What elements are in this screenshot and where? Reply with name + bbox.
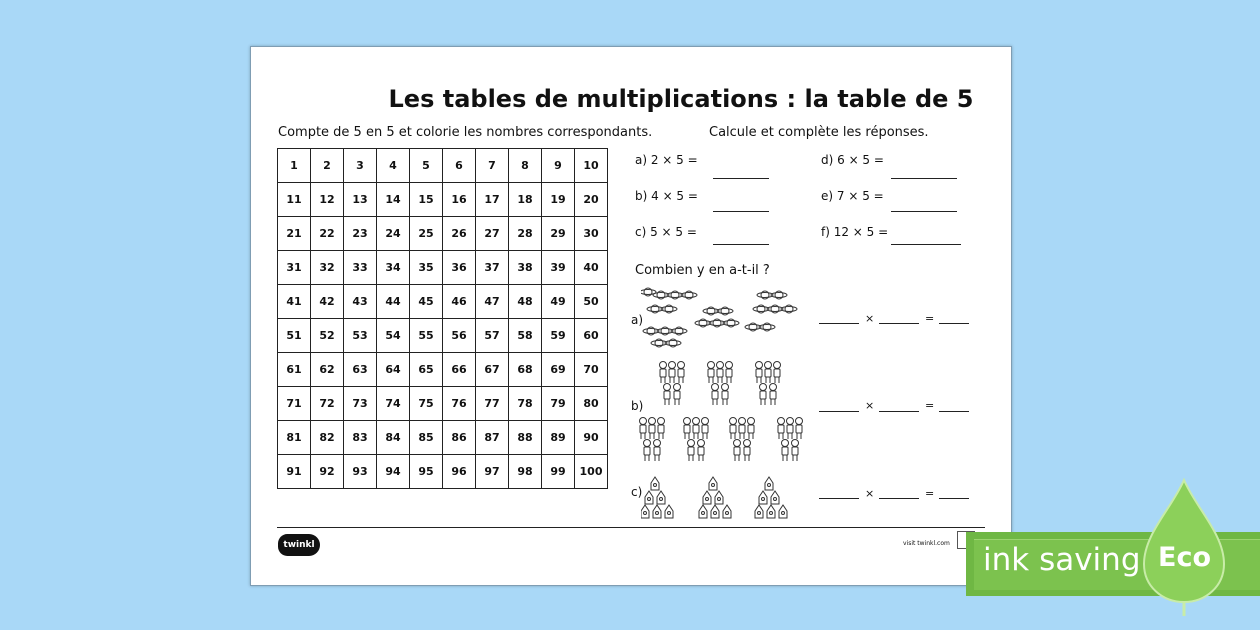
question-f: f) 12 × 5 = xyxy=(821,225,889,239)
grid-cell[interactable]: 49 xyxy=(542,285,575,319)
grid-cell[interactable]: 28 xyxy=(509,217,542,251)
grid-row xyxy=(278,421,608,455)
grid-cell[interactable]: 91 xyxy=(278,455,311,489)
grid-cell[interactable]: 77 xyxy=(476,387,509,421)
grid-cell[interactable]: 79 xyxy=(542,387,575,421)
blank-b-1[interactable] xyxy=(819,411,859,412)
grid-cell[interactable]: 82 xyxy=(311,421,344,455)
grid-cell[interactable]: 53 xyxy=(344,319,377,353)
grid-cell[interactable]: 78 xyxy=(509,387,542,421)
answer-line-c[interactable] xyxy=(713,244,769,245)
grid-cell[interactable]: 39 xyxy=(542,251,575,285)
answer-line-f[interactable] xyxy=(891,244,961,245)
grid-cell[interactable]: 20 xyxy=(575,183,608,217)
grid-cell[interactable]: 48 xyxy=(509,285,542,319)
grid-cell[interactable]: 60 xyxy=(575,319,608,353)
grid-cell[interactable]: 81 xyxy=(278,421,311,455)
grid-cell[interactable]: 93 xyxy=(344,455,377,489)
grid-cell[interactable]: 65 xyxy=(410,353,443,387)
worksheet-page xyxy=(250,46,1012,586)
equals-sign: = xyxy=(925,312,935,325)
grid-cell[interactable]: 95 xyxy=(410,455,443,489)
grid-cell[interactable]: 87 xyxy=(476,421,509,455)
grid-cell[interactable]: 33 xyxy=(344,251,377,285)
grid-cell[interactable]: 73 xyxy=(344,387,377,421)
planets-group-icon xyxy=(641,287,811,357)
grid-cell[interactable]: 66 xyxy=(443,353,476,387)
grid-cell[interactable]: 6 xyxy=(443,149,476,183)
grid-cell[interactable]: 88 xyxy=(509,421,542,455)
grid-cell[interactable]: 3 xyxy=(344,149,377,183)
grid-cell[interactable]: 56 xyxy=(443,319,476,353)
grid-cell[interactable]: 5 xyxy=(410,149,443,183)
grid-cell[interactable]: 80 xyxy=(575,387,608,421)
picture-label-c: c) xyxy=(631,485,643,499)
ink-saving-label: ink saving xyxy=(983,542,1141,578)
grid-cell[interactable]: 36 xyxy=(443,251,476,285)
grid-cell[interactable]: 98 xyxy=(509,455,542,489)
grid-cell[interactable]: 13 xyxy=(344,183,377,217)
grid-cell[interactable]: 41 xyxy=(278,285,311,319)
grid-row xyxy=(278,251,608,285)
grid-cell[interactable]: 59 xyxy=(542,319,575,353)
astronauts-group-icon xyxy=(637,359,827,465)
grid-cell[interactable]: 75 xyxy=(410,387,443,421)
grid-cell[interactable]: 12 xyxy=(311,183,344,217)
blank-a-1[interactable] xyxy=(819,323,859,324)
equals-sign: = xyxy=(925,487,935,500)
blank-c-1[interactable] xyxy=(819,498,859,499)
grid-cell[interactable]: 76 xyxy=(443,387,476,421)
grid-cell[interactable]: 55 xyxy=(410,319,443,353)
grid-cell[interactable]: 85 xyxy=(410,421,443,455)
grid-row xyxy=(278,319,608,353)
grid-row xyxy=(278,455,608,489)
grid-cell[interactable]: 17 xyxy=(476,183,509,217)
grid-cell[interactable]: 90 xyxy=(575,421,608,455)
blank-a-3[interactable] xyxy=(939,323,969,324)
grid-cell[interactable]: 96 xyxy=(443,455,476,489)
grid-cell[interactable]: 21 xyxy=(278,217,311,251)
grid-cell[interactable]: 45 xyxy=(410,285,443,319)
grid-cell[interactable]: 35 xyxy=(410,251,443,285)
grid-cell[interactable]: 86 xyxy=(443,421,476,455)
grid-cell[interactable]: 25 xyxy=(410,217,443,251)
grid-cell[interactable]: 23 xyxy=(344,217,377,251)
grid-cell[interactable]: 16 xyxy=(443,183,476,217)
grid-cell[interactable]: 97 xyxy=(476,455,509,489)
grid-row xyxy=(278,217,608,251)
picture-label-b: b) xyxy=(631,399,644,413)
visit-link-text: visit twinkl.com xyxy=(903,540,950,547)
grid-cell[interactable]: 74 xyxy=(377,387,410,421)
grid-cell[interactable]: 71 xyxy=(278,387,311,421)
grid-cell[interactable]: 4 xyxy=(377,149,410,183)
grid-cell[interactable]: 26 xyxy=(443,217,476,251)
grid-cell[interactable]: 32 xyxy=(311,251,344,285)
grid-cell[interactable]: 24 xyxy=(377,217,410,251)
grid-cell[interactable]: 72 xyxy=(311,387,344,421)
grid-cell[interactable]: 100 xyxy=(575,455,608,489)
grid-cell[interactable]: 52 xyxy=(311,319,344,353)
answer-line-d[interactable] xyxy=(891,178,957,179)
grid-cell[interactable]: 67 xyxy=(476,353,509,387)
grid-cell[interactable]: 10 xyxy=(575,149,608,183)
grid-cell[interactable]: 7 xyxy=(476,149,509,183)
grid-cell[interactable]: 22 xyxy=(311,217,344,251)
grid-cell[interactable]: 8 xyxy=(509,149,542,183)
grid-cell[interactable]: 63 xyxy=(344,353,377,387)
grid-cell[interactable]: 11 xyxy=(278,183,311,217)
combien-heading: Combien y en a-t-il ? xyxy=(635,263,770,278)
grid-cell[interactable]: 69 xyxy=(542,353,575,387)
times-sign: × xyxy=(865,399,875,412)
grid-cell[interactable]: 68 xyxy=(509,353,542,387)
blank-a-2[interactable] xyxy=(879,323,919,324)
grid-row xyxy=(278,353,608,387)
grid-cell[interactable]: 84 xyxy=(377,421,410,455)
grid-cell[interactable]: 47 xyxy=(476,285,509,319)
picture-label-a: a) xyxy=(631,313,644,327)
grid-cell[interactable]: 30 xyxy=(575,217,608,251)
grid-cell[interactable]: 44 xyxy=(377,285,410,319)
hundred-grid xyxy=(277,148,608,489)
question-e: e) 7 × 5 = xyxy=(821,189,884,203)
grid-cell[interactable]: 29 xyxy=(542,217,575,251)
answer-line-e[interactable] xyxy=(891,211,957,212)
grid-cell[interactable]: 14 xyxy=(377,183,410,217)
question-d: d) 6 × 5 = xyxy=(821,153,884,167)
grid-cell[interactable]: 92 xyxy=(311,455,344,489)
grid-cell[interactable]: 27 xyxy=(476,217,509,251)
footer-divider xyxy=(277,527,985,528)
grid-cell[interactable]: 99 xyxy=(542,455,575,489)
grid-cell[interactable]: 58 xyxy=(509,319,542,353)
grid-cell[interactable]: 38 xyxy=(509,251,542,285)
grid-cell[interactable]: 62 xyxy=(311,353,344,387)
answer-line-a[interactable] xyxy=(713,178,769,179)
grid-cell[interactable]: 54 xyxy=(377,319,410,353)
grid-instruction: Compte de 5 en 5 et colorie les nombres correspondants. xyxy=(278,125,653,140)
grid-cell[interactable]: 83 xyxy=(344,421,377,455)
questions-instruction: Calcule et complète les réponses. xyxy=(709,125,929,140)
answer-line-b[interactable] xyxy=(713,211,769,212)
grid-cell[interactable]: 89 xyxy=(542,421,575,455)
grid-cell[interactable]: 43 xyxy=(344,285,377,319)
blank-c-2[interactable] xyxy=(879,498,919,499)
grid-cell[interactable]: 15 xyxy=(410,183,443,217)
grid-row xyxy=(278,183,608,217)
grid-row xyxy=(278,149,608,183)
grid-cell[interactable]: 9 xyxy=(542,149,575,183)
equals-sign: = xyxy=(925,399,935,412)
blank-b-2[interactable] xyxy=(879,411,919,412)
grid-cell[interactable]: 70 xyxy=(575,353,608,387)
eco-badge: Eco xyxy=(1158,542,1211,573)
grid-cell[interactable]: 64 xyxy=(377,353,410,387)
twinkl-logo: twinkl xyxy=(278,534,320,556)
grid-cell[interactable]: 57 xyxy=(476,319,509,353)
grid-row xyxy=(278,285,608,319)
grid-cell[interactable]: 2 xyxy=(311,149,344,183)
question-b: b) 4 × 5 = xyxy=(635,189,698,203)
grid-cell[interactable]: 51 xyxy=(278,319,311,353)
blank-c-3[interactable] xyxy=(939,498,969,499)
grid-cell[interactable]: 94 xyxy=(377,455,410,489)
grid-row xyxy=(278,387,608,421)
rockets-group-icon xyxy=(641,475,811,527)
grid-cell[interactable]: 34 xyxy=(377,251,410,285)
times-sign: × xyxy=(865,487,875,500)
grid-cell[interactable]: 18 xyxy=(509,183,542,217)
grid-cell[interactable]: 50 xyxy=(575,285,608,319)
grid-cell[interactable]: 37 xyxy=(476,251,509,285)
grid-cell[interactable]: 40 xyxy=(575,251,608,285)
worksheet-title: Les tables de multiplications : la table de 5 xyxy=(388,85,974,113)
grid-cell[interactable]: 42 xyxy=(311,285,344,319)
blank-b-3[interactable] xyxy=(939,411,969,412)
question-c: c) 5 × 5 = xyxy=(635,225,697,239)
grid-cell[interactable]: 61 xyxy=(278,353,311,387)
grid-cell[interactable]: 46 xyxy=(443,285,476,319)
grid-cell[interactable]: 31 xyxy=(278,251,311,285)
grid-cell[interactable]: 19 xyxy=(542,183,575,217)
grid-cell[interactable]: 1 xyxy=(278,149,311,183)
times-sign: × xyxy=(865,312,875,325)
question-a: a) 2 × 5 = xyxy=(635,153,698,167)
